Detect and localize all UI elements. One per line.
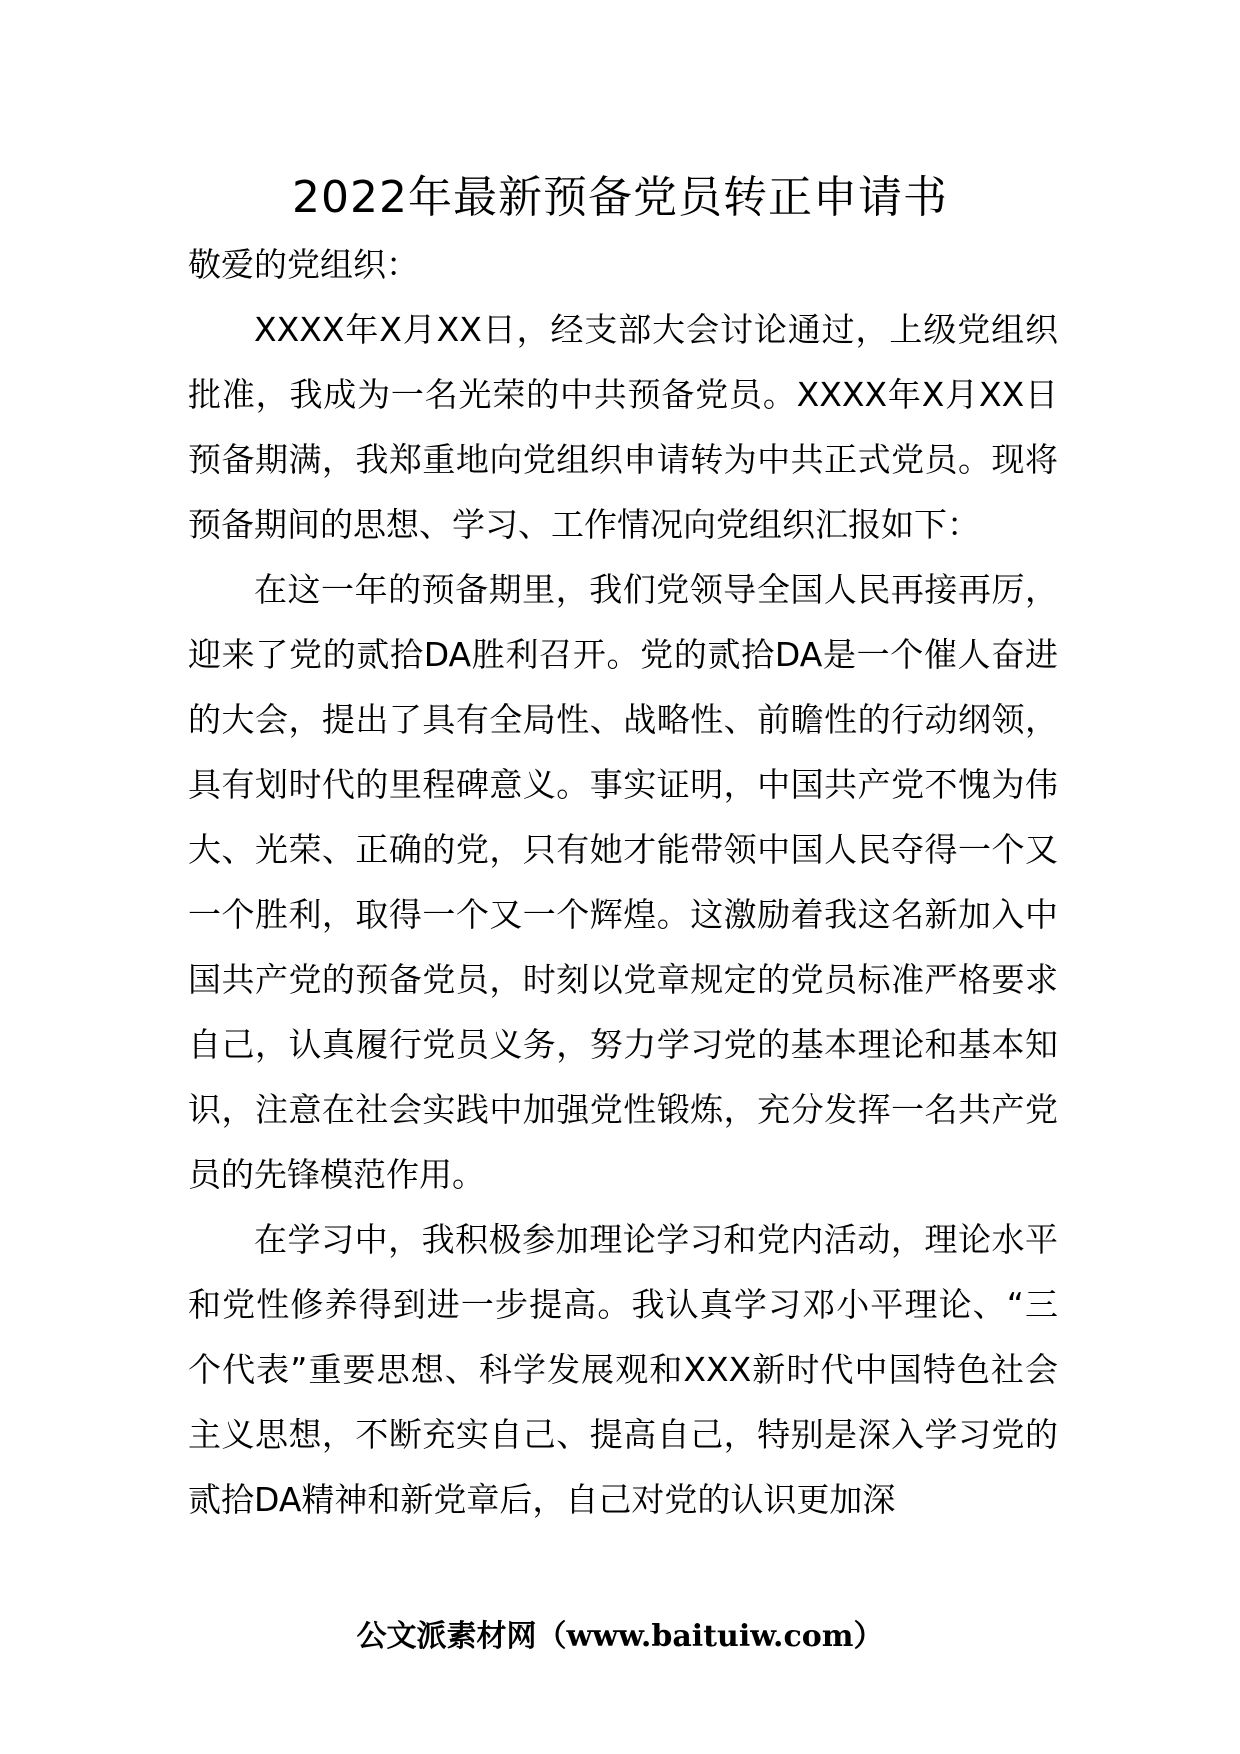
paragraph-3: 在学习中，我积极参加理论学习和党内活动，理论水平和党性修养得到进一步提高。我认真学习邓小平理论、“三个代表”重要思想、科学发展观和XXX新时代中国特色社会主义思想，不断充实自己、提高自己，特别是深入学习党的贰拾DA精神和新党章后，自己对党的认识更加深 bbox=[188, 1220, 1058, 1519]
paragraph-1: XXXX年X月XX日，经支部大会讨论通过，上级党组织批准，我成为一名光荣的中共预备党员。XXXX年X月XX日预备期满，我郑重地向党组织申请转为中共正式党员。现将预备期间的思想、学习、工作情况向党组织汇报如下： bbox=[188, 310, 1058, 544]
document-body bbox=[188, 232, 1058, 1532]
salutation: 敬爱的党组织： bbox=[188, 245, 419, 284]
paragraph-2: 在这一年的预备期里，我们党领导全国人民再接再厉，迎来了党的贰拾DA胜利召开。党的贰拾DA是一个催人奋进的大会，提出了具有全局性、战略性、前瞻性的行动纲领，具有划时代的里程碑意义。事实证明，中国共产党不愧为伟大、光荣、正确的党，只有她才能带领中国人民夺得一个又一个胜利，取得一个又一个辉煌。这激励着我这名新加入中国共产党的预备党员，时刻以党章规定的党员标准严格要求自己，认真履行党员义务，努力学习党的基本理论和基本知识，注意在社会实践中加强党性锻炼，充分发挥一名共产党员的先锋模范作用。 bbox=[188, 570, 1058, 1194]
document-title: 2022年最新预备党员转正申请书 bbox=[292, 172, 948, 223]
footer-watermark: 公文派素材网（www.baituiw.com） bbox=[356, 1619, 884, 1654]
